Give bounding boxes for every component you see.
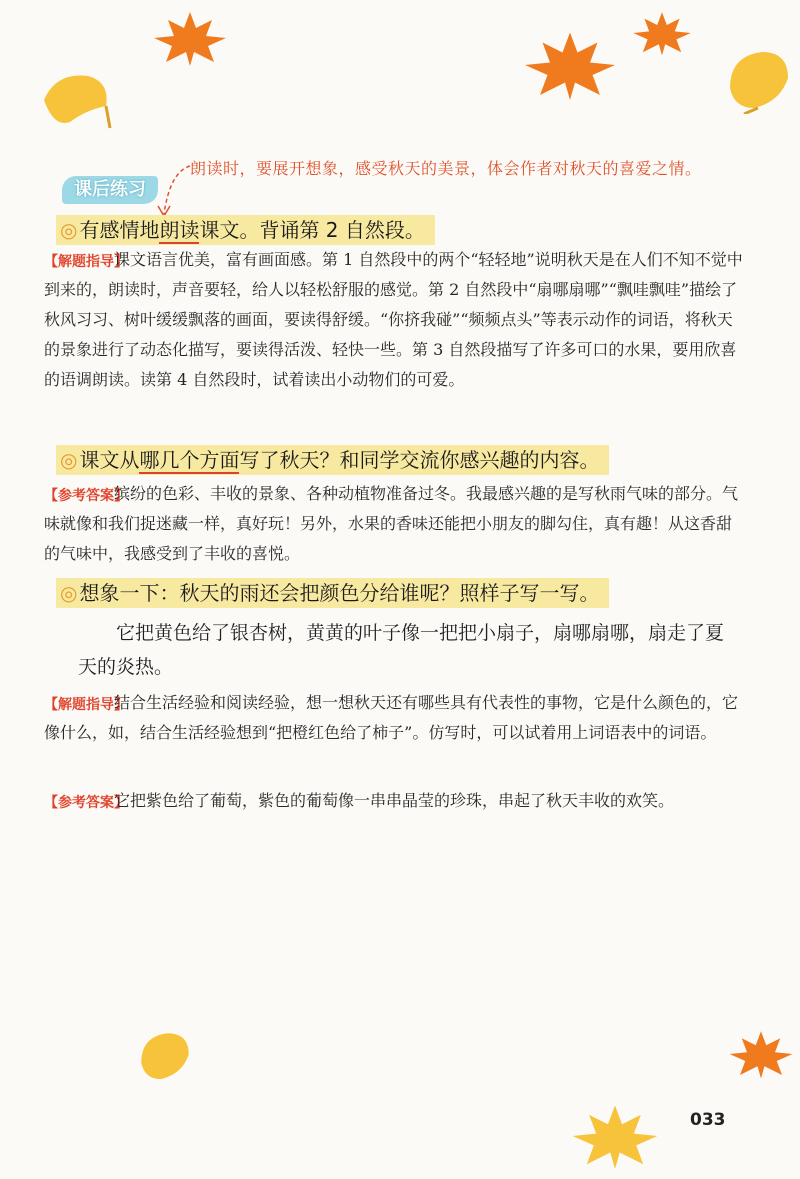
circle-bullet-icon: ◎ <box>60 218 78 242</box>
maple-leaf-icon <box>726 1026 796 1082</box>
question-2: ◎ 课文从哪几个方面写了秋天？和同学交流你感兴趣的内容。 <box>56 445 609 475</box>
example-sentence: 它把黄色给了银杏树，黄黄的叶子像一把把小扇子，扇哪扇哪，扇走了夏天的炎热。 <box>78 622 725 678</box>
answer-tag: 【参考答案】 <box>44 488 128 504</box>
guide-paragraph-1: 课文语言优美，富有画面感。第 1 自然段中的两个“轻轻地”说明秋天是在人们不知不觉中到来的，朗读时，声音要轻，给人以轻松舒服的感觉。第 2 自然段中“扇哪扇哪”“飘哇飘哇”描绘了秋风习习、树叶缓缓飘落的画面，要读得舒缓。“你挤我碰”“频频点头”等表示动作的词语，将秋天的景象进行了动态化描写，要读得活泼、轻快一些。第 3 自然段描写了许多可口的水果，要用欣喜的语调朗读。读第 4 自然段时，试着读出小动物们的可爱。 <box>44 250 743 389</box>
ginkgo-leaf-icon <box>136 1030 194 1084</box>
section-badge: 课后练习 <box>62 176 158 204</box>
page-number: 033 <box>690 1110 726 1130</box>
maple-leaf-icon <box>150 8 230 68</box>
circle-bullet-icon: ◎ <box>60 448 78 472</box>
guide-paragraph-3: 结合生活经验和阅读经验，想一想秋天还有哪些具有代表性的事物，它是什么颜色的，它像什么，如，结合生活经验想到“把橙红色给了柿子”。仿写时，可以试着用上词语表中的词语。 <box>44 693 739 742</box>
question-3: ◎ 想象一下：秋天的雨还会把颜色分给谁呢？照样子写一写。 <box>56 578 609 608</box>
maple-leaf-icon <box>520 20 620 110</box>
maple-leaf-icon <box>630 8 694 58</box>
guide-tag: 【解题指导】 <box>44 697 128 713</box>
answer-paragraph-3: 它把紫色给了葡萄，紫色的葡萄像一串串晶莹的珍珠，串起了秋天丰收的欢笑。 <box>114 791 675 810</box>
ginkgo-leaf-icon <box>724 48 794 114</box>
answer-paragraph-2: 缤纷的色彩、丰收的景象、各种动植物准备过冬。我最感兴趣的是写秋雨气味的部分。气味就像和我们捉迷藏一样，真好玩！另外，水果的香味还能把小朋友的脚勾住，真有趣！从这香甜的气味中，我感受到了丰收的喜悦。 <box>44 484 739 563</box>
question-1: ◎ 有感情地朗读课文。背诵第 2 自然段。 <box>56 215 435 245</box>
maple-leaf-icon <box>568 1096 662 1176</box>
guide-tag: 【解题指导】 <box>44 254 128 270</box>
ginkgo-leaf-icon <box>36 70 112 132</box>
header-note: 朗读时，要展开想象，感受秋天的美景，体会作者对秋天的喜爱之情。 <box>190 159 702 178</box>
circle-bullet-icon: ◎ <box>60 581 78 605</box>
answer-tag: 【参考答案】 <box>44 795 128 811</box>
